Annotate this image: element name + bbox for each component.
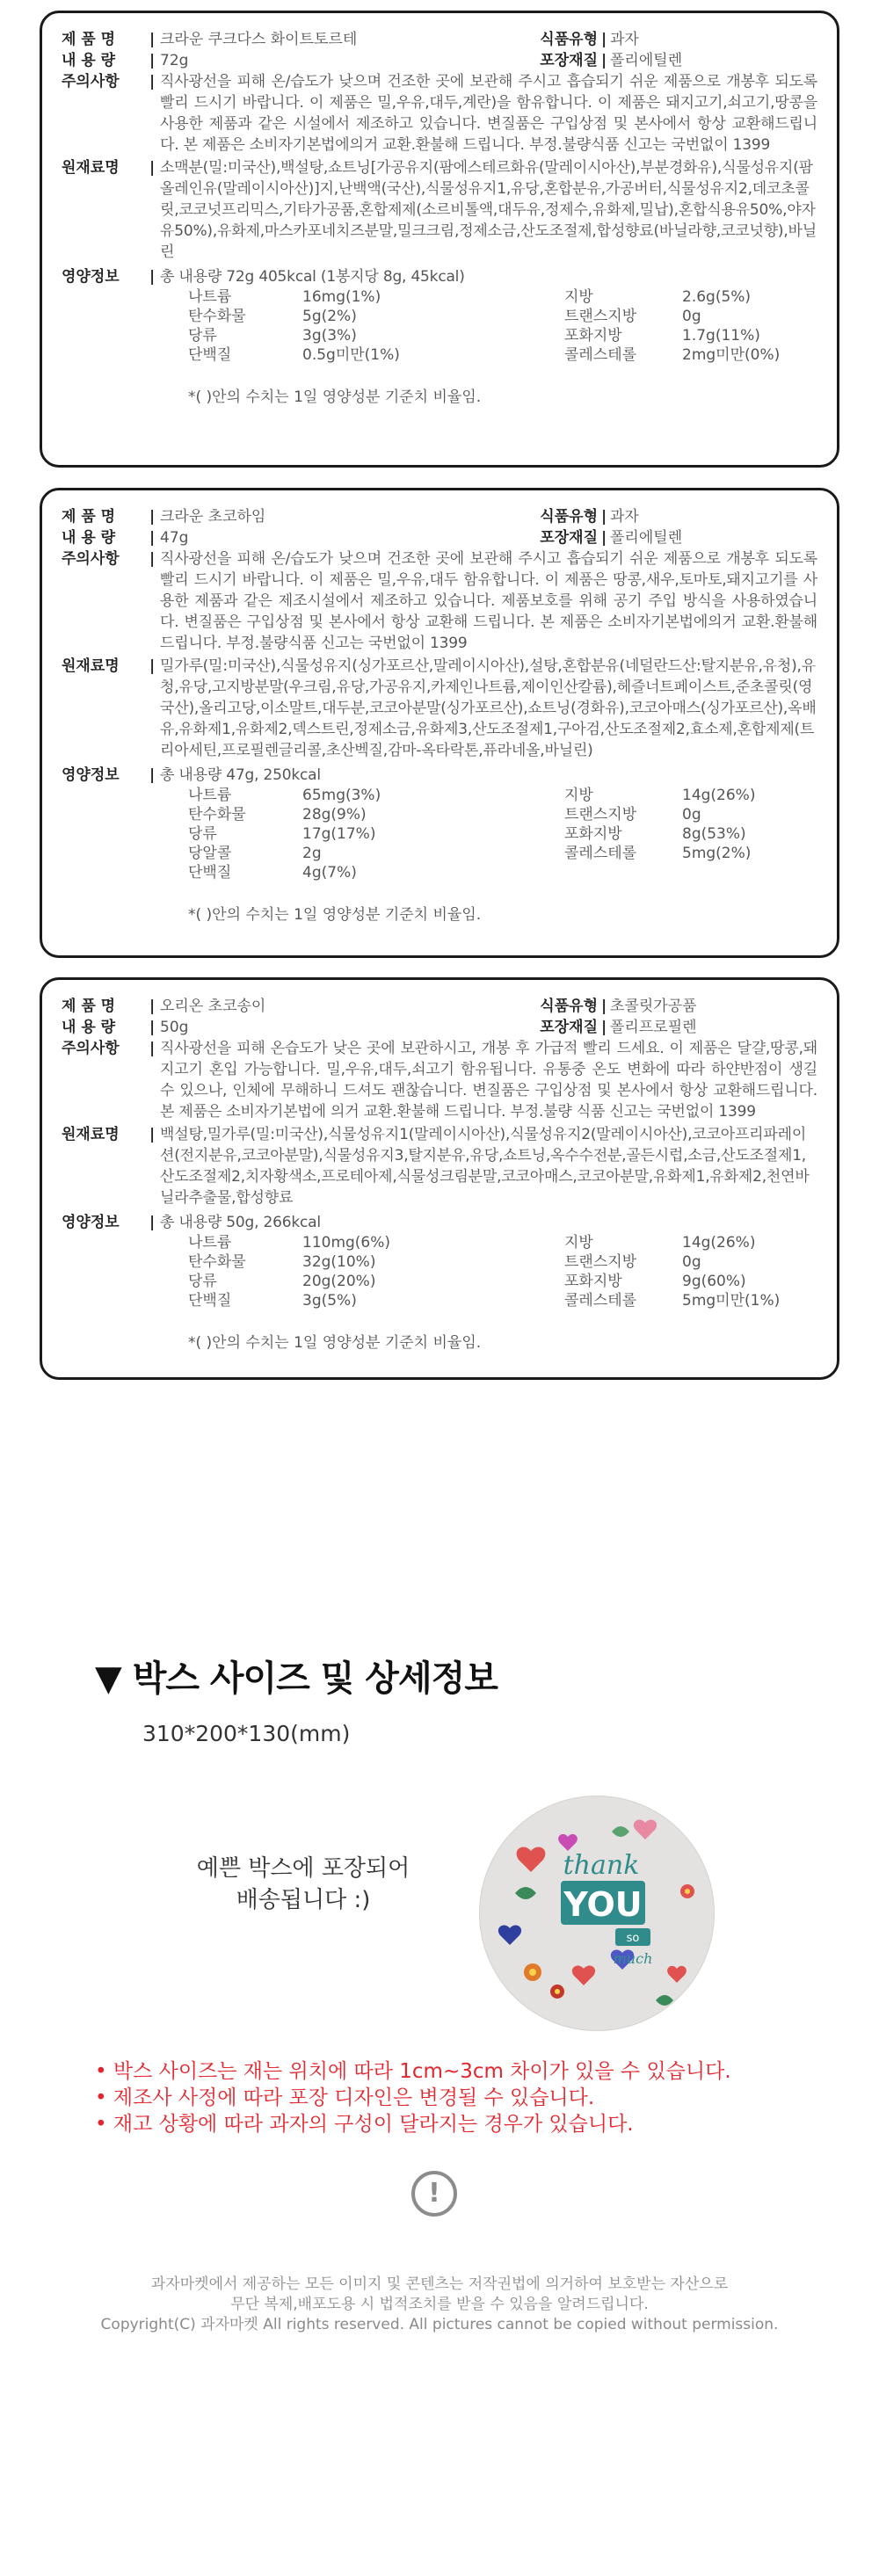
nutrient-name: 콜레스테롤: [564, 346, 637, 364]
nutrient-value: 14g(26%): [682, 787, 756, 804]
leaf-icon: [656, 1995, 673, 2006]
caution-text: 직사광선을 피해 온습도가 낮은 곳에 보관하시고, 개봉 후 가급적 빨리 드세요. 이 제품은 달걀,땅콩,돼지고기 혼입 가능합니다. 밀,우유,대두,쇠고기 함유됩니다. 유통중 온도 변화에 따라 하얀반점이 생길 수 있으나, 인체에 무해하니 드셔도 괜찮습니다. 변질품은 구입상점 및 본사에서 항상 교환해드립니다. 본 제품은 소비자기본법에 의거 교환.환불해 드립니다. 부정.불량 식품 신고는 국번없이 1399: [160, 1040, 817, 1121]
nutrient-name: 단백질: [188, 346, 232, 364]
nutrient-name: 탄수화물: [188, 1253, 246, 1271]
nutrient-value: 3g(5%): [302, 1292, 357, 1310]
separator: |: [149, 268, 156, 286]
product-name: 오리온 초코송이: [160, 998, 266, 1015]
separator: |: [149, 508, 156, 526]
nutrition-table-row: [188, 824, 821, 844]
nutrition-row: [62, 765, 817, 786]
nutrient-value: 0.5g미만(1%): [302, 346, 400, 364]
nutrient-name: 트랜스지방: [564, 1253, 637, 1271]
food-type: 초콜릿가공품: [610, 998, 697, 1015]
separator: |: [149, 1040, 156, 1057]
nutrition-table-row: [188, 287, 821, 307]
sticker-illustration: [480, 1796, 714, 2030]
nutrition-table-row: [188, 1272, 821, 1291]
label-nutrition: 영양정보: [62, 766, 120, 784]
nutrient-name: 당류: [188, 1273, 217, 1290]
separator: |: [601, 31, 607, 48]
box-size: 310*200*130(mm): [142, 1721, 351, 1746]
nutrient-value: 5mg(2%): [682, 845, 752, 862]
nutrient-value: 32g(10%): [302, 1253, 376, 1271]
label-amount: 내 용 량: [62, 1019, 116, 1036]
nutrient-value: 17g(17%): [302, 825, 376, 843]
nutrient-value: 9g(60%): [682, 1273, 746, 1290]
nutrient-value: 3g(3%): [302, 327, 357, 345]
nutrition-row: [62, 266, 817, 287]
nutrition-row: [62, 1212, 817, 1233]
packaging-message: [185, 1853, 422, 1916]
nutrient-value: 0g: [682, 806, 701, 824]
label-food-type: 식품유형: [540, 508, 598, 526]
sticker-so-text: so: [626, 1932, 640, 1945]
nutrient-name: 나트륨: [188, 288, 232, 306]
nutrition-table-row: [188, 326, 821, 345]
product-name: 크라운 초코하임: [160, 508, 266, 526]
ingredients-row: [62, 157, 817, 263]
nutrient-value: 110mg(6%): [302, 1234, 391, 1252]
packaging-message-line-1: 예쁜 박스에 포장되어: [196, 1855, 410, 1882]
ingredients-text: 밀가루(밀:미국산),식물성유지(싱가포르산,말레이시아산),설탕,혼합분유(네덜란드산:탈지분유,유청),유청,유당,고지방분말(우크림,유당,가공유지,카제인나트륨,제이인산칼륨),헤즐너트페이스트,준초콜릿(영국산),올리고당,이소말트,대두분,코코아분말(싱가포르산),쇼트닝(경화유),코코아매스(싱가포르산),옥배유,유화제1,유화제2,덱스트린,정제소금,유화제3,산도조절제1,구아검,산도조절제2,효소제,혼합제제(트리아세틴,프로필렌글리콜,초산벡질,감마-옥타락톤,퓨라네올,바닐린): [160, 657, 817, 759]
label-ingredients: 원재료명: [62, 657, 120, 675]
product-amount: 72g: [160, 52, 189, 69]
flower-icon: [550, 1985, 564, 1999]
product-info-panel-2: [40, 488, 839, 958]
nutrition-table: [188, 287, 821, 365]
nutrient-name: 콜레스테롤: [564, 845, 637, 862]
separator: |: [149, 766, 156, 784]
separator: |: [149, 529, 156, 547]
separator: |: [601, 998, 607, 1015]
nutrition-note: *( )안의 수치는 1일 영양성분 기준치 비율임.: [188, 1334, 482, 1352]
label-name: 제 품 명: [62, 508, 116, 526]
label-caution: 주의사항: [62, 73, 120, 91]
separator: |: [601, 52, 607, 69]
heart-icon: [517, 1847, 546, 1872]
label-amount: 내 용 량: [62, 52, 116, 69]
nutrient-name: 나트륨: [188, 1234, 232, 1252]
header-row-amount: [62, 1017, 817, 1038]
nutrient-name: 트랜스지방: [564, 806, 637, 824]
nutrition-summary: 총 내용량 47g, 250kcal: [160, 766, 321, 784]
sticker-you-text: YOU: [563, 1885, 643, 1924]
header-row-name: [62, 29, 817, 50]
nutrient-name: 단백질: [188, 1292, 232, 1310]
product-amount: 50g: [160, 1019, 189, 1036]
separator: |: [149, 657, 156, 675]
nutrient-value: 2mg미만(0%): [682, 346, 781, 364]
warning-design-change: • 제조사 사정에 따라 포장 디자인은 변경될 수 있습니다.: [95, 2086, 595, 2109]
header-row-amount: [62, 50, 817, 71]
packaging-material: 폴리프로필렌: [610, 1019, 697, 1036]
nutrient-name: 콜레스테롤: [564, 1292, 637, 1310]
nutrition-table-row: [188, 863, 821, 882]
label-packaging: 포장재질: [540, 529, 598, 547]
flower-icon: [680, 1884, 694, 1898]
nutrition-summary: 총 내용량 72g 405kcal (1봉지당 8g, 45kcal): [160, 268, 465, 286]
alert-icon: [411, 2171, 457, 2217]
nutrient-value: 1.7g(11%): [682, 327, 760, 345]
label-caution: 주의사항: [62, 1040, 120, 1057]
thank-you-sticker-image: [479, 1796, 715, 2031]
product-amount: 47g: [160, 529, 189, 547]
nutrition-summary: 총 내용량 50g, 266kcal: [160, 1214, 321, 1231]
packaging-message-line-2: 배송됩니다 :): [236, 1887, 371, 1913]
caution-row: [62, 548, 817, 654]
heart-icon: [498, 1925, 521, 1945]
label-name: 제 품 명: [62, 998, 116, 1015]
sticker-much-text: much: [613, 1950, 653, 1967]
alert-glyph: !: [428, 2178, 440, 2209]
label-ingredients: 원재료명: [62, 159, 120, 177]
footer-copyright: Copyright(C) 과자마켓 All rights reserved. All pictures cannot be copied without permission.: [100, 2316, 779, 2333]
nutrient-name: 당류: [188, 327, 217, 345]
label-packaging: 포장재질: [540, 1019, 598, 1036]
box-section-title: ▼ 박스 사이즈 및 상세정보: [95, 1658, 498, 1699]
nutrient-name: 지방: [564, 787, 593, 804]
label-nutrition: 영양정보: [62, 268, 120, 286]
nutrient-name: 당알콜: [188, 845, 232, 862]
separator: |: [149, 31, 156, 48]
product-name: 크라운 쿠크다스 화이트토르테: [160, 31, 358, 48]
nutrition-table-row: [188, 805, 821, 824]
leaf-icon: [515, 1887, 536, 1899]
nutrient-name: 지방: [564, 1234, 593, 1252]
nutrient-value: 2.6g(5%): [682, 288, 752, 306]
nutrient-value: 20g(20%): [302, 1273, 376, 1290]
nutrition-table: [188, 1233, 821, 1310]
heart-icon: [667, 1966, 686, 1983]
label-packaging: 포장재질: [540, 52, 598, 69]
separator: |: [149, 550, 156, 568]
nutrient-value: 16mg(1%): [302, 288, 381, 306]
nutrition-table-row: [188, 307, 821, 326]
nutrition-table-row: [188, 844, 821, 863]
nutrition-table-row: [188, 1233, 821, 1252]
nutrient-name: 포화지방: [564, 1273, 622, 1290]
nutrient-name: 탄수화물: [188, 806, 246, 824]
label-food-type: 식품유형: [540, 31, 598, 48]
ingredients-text: 소맥분(밀:미국산),백설탕,쇼트닝[가공유지(팜에스테르화유(말레이시아산),부분경화유),식물성유지(팜올레인유(말레이시아산)]지,난백액(국산),식물성유지1,유당,혼합분유,가공버터,식물성유지2,데코초콜릿,코코넛프리믹스,기타가공품,혼합제제(소르비톨액,대두유,정제수,유화제,밀납),혼합식용유50%,야자유50%),유화제,마스카포네치즈분말,밀크크림,정제소금,산도조절제,합성향료(바닐라향,코코넛향),바닐린: [160, 159, 817, 261]
header-row-amount: [62, 527, 817, 548]
nutrient-value: 28g(9%): [302, 806, 367, 824]
ingredients-row: [62, 1124, 817, 1208]
label-name: 제 품 명: [62, 31, 116, 48]
nutrient-value: 14g(26%): [682, 1234, 756, 1252]
heart-icon: [558, 1834, 578, 1851]
nutrition-table-row: [188, 1252, 821, 1272]
separator: |: [149, 998, 156, 1015]
nutrient-value: 0g: [682, 308, 701, 325]
nutrition-table: [188, 786, 821, 882]
packaging-material: 폴리에틸렌: [610, 529, 683, 547]
flower-icon: [524, 1963, 541, 1981]
caution-text: 직사광선을 피해 온/습도가 낮으며 건조한 곳에 보관해 주시고 흡습되기 쉬운 제품으로 개봉후 되도록 빨리 드시기 바랍니다. 이 제품은 밀,우유,대두,계란)을 함유합니다. 이 제품은 돼지고기,쇠고기,땅콩을 사용한 제품과 같은 시설에서 제조하고 있습니다. 변질품은 구입상점 및 본사에서 항상 교환해드립니다. 본 제품은 소비자기본법에의거 교환.환불해 드립니다. 부정.불량식품 신고는 국번없이 1399: [160, 73, 817, 154]
separator: |: [149, 52, 156, 69]
heart-icon: [634, 1819, 657, 1839]
warning-box-size: • 박스 사이즈는 재는 위치에 따라 1cm~3cm 차이가 있을 수 있습니다.: [95, 2060, 731, 2083]
label-nutrition: 영양정보: [62, 1214, 120, 1231]
header-row-name: [62, 506, 817, 527]
nutrient-value: 8g(53%): [682, 825, 746, 843]
packaging-material: 폴리에틸렌: [610, 52, 683, 69]
warning-stock-composition: • 재고 상황에 따라 과자의 구성이 달라지는 경우가 있습니다.: [95, 2113, 634, 2136]
separator: |: [149, 1126, 156, 1143]
nutrient-value: 5g(2%): [302, 308, 357, 325]
nutrient-name: 트랜스지방: [564, 308, 637, 325]
nutrient-value: 4g(7%): [302, 864, 357, 882]
separator: |: [149, 73, 156, 91]
separator: |: [601, 529, 607, 547]
nutrition-table-row: [188, 345, 821, 365]
label-amount: 내 용 량: [62, 529, 116, 547]
product-info-panel-3: [40, 977, 839, 1380]
nutrient-name: 단백질: [188, 864, 232, 882]
food-type: 과자: [610, 31, 639, 48]
separator: |: [149, 159, 156, 177]
separator: |: [149, 1214, 156, 1231]
nutrient-name: 탄수화물: [188, 308, 246, 325]
nutrient-value: 5mg미만(1%): [682, 1292, 781, 1310]
separator: |: [601, 508, 607, 526]
header-row-name: [62, 996, 817, 1017]
nutrient-name: 당류: [188, 825, 217, 843]
nutrient-value: 65mg(3%): [302, 787, 381, 804]
separator: |: [601, 1019, 607, 1036]
nutrient-name: 포화지방: [564, 327, 622, 345]
caution-row: [62, 71, 817, 156]
food-type: 과자: [610, 508, 639, 526]
label-caution: 주의사항: [62, 550, 120, 568]
nutrition-table-row: [188, 1291, 821, 1310]
label-food-type: 식품유형: [540, 998, 598, 1015]
sticker-thank-text: thank: [563, 1850, 640, 1881]
nutrition-table-row: [188, 786, 821, 805]
nutrient-name: 포화지방: [564, 825, 622, 843]
product-info-panel-1: [40, 11, 839, 468]
separator: |: [149, 1019, 156, 1036]
nutrient-value: 0g: [682, 1253, 701, 1271]
nutrient-name: 지방: [564, 288, 593, 306]
ingredients-text: 백설탕,밀가루(밀:미국산),식물성유지1(말레이시아산),식물성유지2(말레이시아산),코코아프리파레이션(전지분유,코코아분말),식물성유지3,탈지분유,유당,쇼트닝,옥수수전분,골든시럽,소금,산도조절제1,산도조절제2,치자황색소,프로테아제,식물성크림분말,코코아매스,코코아분말,유화제1,유화제2,천연바닐라추출물,합성향료: [160, 1126, 810, 1207]
nutrition-note: *( )안의 수치는 1일 영양성분 기준치 비율임.: [188, 906, 482, 924]
leaf-icon: [612, 1826, 629, 1837]
label-ingredients: 원재료명: [62, 1126, 120, 1143]
caution-text: 직사광선을 피해 온/습도가 낮으며 건조한 곳에 보관해 주시고 흡습되기 쉬운 제품으로 개봉후 되도록 빨리 드시기 바랍니다. 이 제품은 밀,우유,대두 함유합니다. 이 제품은 땅콩,새우,토마토,돼지고기를 사용한 제품과 같은 제조시설에서 제조하고 있습니다. 제품보호를 위해 공기 주입 방식을 사용하였습니다. 변질품은 구입상점 및 본사에서 항상 교환해 드립니다. 본 제품은 소비자기본법에의거 교환.환불해 드립니다. 부정.불량식품 신고는 국번없이 1399: [160, 550, 817, 652]
nutrition-note: *( )안의 수치는 1일 영양성분 기준치 비율임.: [188, 388, 482, 406]
ingredients-row: [62, 656, 817, 761]
nutrient-name: 나트륨: [188, 787, 232, 804]
nutrient-value: 2g: [302, 845, 322, 862]
footer-line-1: 과자마켓에서 제공하는 모든 이미지 및 콘텐츠는 저작권법에 의거하여 보호받는 자산으로: [150, 2275, 729, 2293]
footer-line-2: 무단 복제,배포도용 시 법적조치를 받을 수 있음을 알려드립니다.: [230, 2296, 649, 2313]
caution-row: [62, 1038, 817, 1122]
heart-icon: [572, 1965, 595, 1985]
